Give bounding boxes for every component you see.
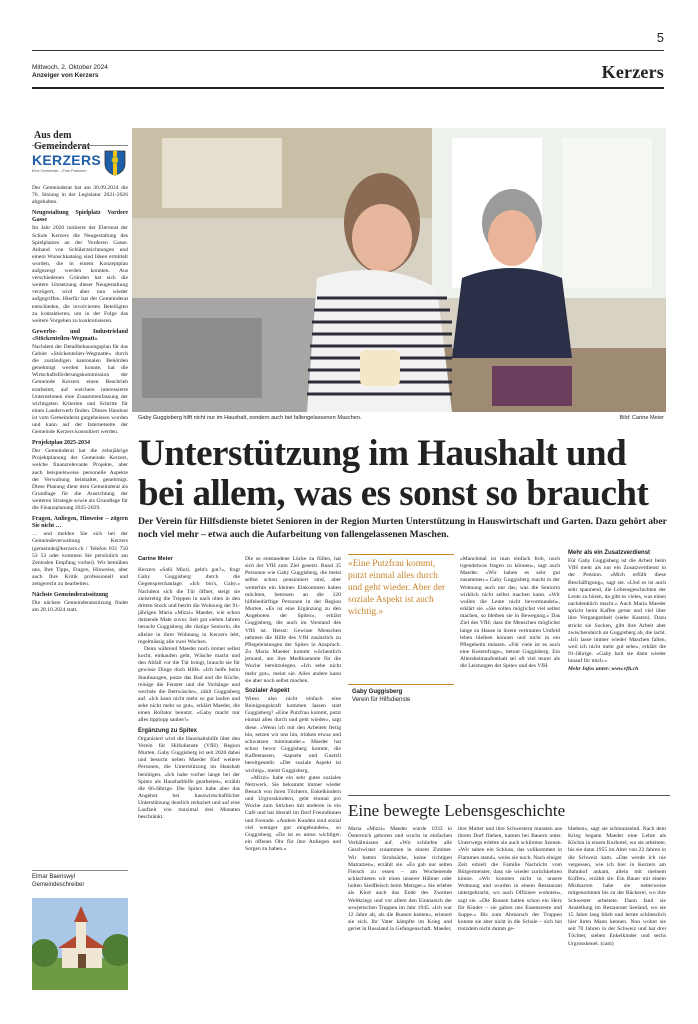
header-rule <box>32 50 664 51</box>
photo-credit: Bild: Carine Meier <box>619 415 664 421</box>
sidebar-heading-4: Fragen, Anliegen, Hinweise – zögern Sie nicht … <box>32 516 128 530</box>
box-col1-text: Maria «Mizzi» Maeder wurde 1933 in Österreich geboren und wuchs in einfachen Verhältnissen auf. «Wir schliefen alle Geschwister zusammen in einem Zimmer. Wir hatten Strohsäcke, keine richtigen Matratzen», erzählt sie. «Es gab nur selten Fleisch zu essen – am Wochenende schlachteten wir eines unserer Hühner oder holten Siedfleisch beim Metzger.» Sie erlebte als Kind auch das Ende des Zweiten Weltkriegs und vor allem den Einmarsch der sowjetischen Truppen im Jahr 1945. «Ich war 12 Jahre alt, als die Russen kamen», erinnert sie sich. Ihr Vater kämpfte im Krieg und geriet in Russland in Gefangenschaft. Maeder, <box>348 826 452 933</box>
article-column-1 <box>138 556 240 822</box>
box-column-2 <box>458 826 562 933</box>
quote-name: Gaby Guggisberg <box>352 689 403 695</box>
sidebar-content <box>32 185 128 616</box>
kerzers-logo: KERZERS Eine Gemeinde – Eine Partnerin <box>32 150 128 182</box>
sidebar-body-2: Nachdem der Detailbebauungsplan für das Gebiet «Stöckenteilen-Wegmatte» durch die zuständigen kantonalen Behörden genehmigt werden konnte, hat die Wirtschaftsförderungskommission der Gemeinde Kerzers einen Beschrieb erarbeitet, auf welchem interessierte Unternehmen eine Zusammenfassung der wichtigsten Kriterien und Schritte für einen Landerwerb finden. Dieses Handout ist vom Gemeinderat gutgeheissen worden und kann auf der Internetseite der Gemeinde Kerzers konsultiert werden. <box>32 343 128 436</box>
box-col3-text: blieben», sagt sie schmunzelnd. Nach dem Krieg begann Maeder eine Lehre als Köchin in einem Kurhotel, wo sie arbeitete, bis sie dann 1955 im Alter von 22 Jahren in die Schweiz kam. «Das werde ich nie vergessen, wie ich hier in Kerzers am Bahnhof ankam, allein mit meinem Koffer», erzählt sie. Ein Bauer mit einem Mistkarren habe sie netterweise mitgenommen bis zu der Bäckerei, wo ihre Schwester arbeitete. Dann fand sie Anstellung im Restaurant Seeland, wo sie 15 Jahre lang blieb und lernte schliesslich hier ihren Mann kennen. Nun wohnt sie seit 70 Jahren in der Schweiz und hat drei Töchter, sieben Enkelkinder und sechs Urgrosskenel. (cam) <box>568 826 666 947</box>
sidebar-title: Aus dem Gemeinderat <box>34 130 91 152</box>
quote-rule-top <box>348 554 454 555</box>
col3-para-1: «Manchmal ist man einfach froh, noch irgendetwas fragen zu können», sagt auch Maeder. «Wir haben es sehr gut zusammen.» Gaby Guggisberg macht in der Wohnung auch nur das, was die Seniorin wirklich nicht selbst machen kann. «Wir wollen die Leute nicht bevormunden», erklärt sie. «Sie sollen möglichst viel selbst machen, so bleiben sie in Bewegung.» Das Ziel des VfH: dass die Menschen möglichst lange zu Hause in ihrem vertrauten Umfeld leben bleiben können und nicht in ein Pflegeheim müssen. «Für viele ist es auch eine Kostenfrage», betont Guggisberg. Ein Altersheimaufenthalt sei oft viel teurer als die Leistungen der Spitex und des VfH. <box>460 556 560 670</box>
col1-para-1: Kerzers «Salü Mizzi, geht's gut?», fragt Gaby Guggisberg durch die Gegensprechanlage. «Ich bin's, Gaby.» Nachdem sich die Tür öffnet, steigt sie zielstrebig die Treppen in nach oben in den dritten Stock und betritt die Wohnung der 91-jährigen Maria «Mizzi» Maeder, wie schon dutzende Male zuvor. Seit gut sieben Jahren besucht Guggisberg die rüstige Seniorin, die alleine in ihrer Wohnung in Kerzers lebt, regelmässig alle zwei Wochen. <box>138 567 240 645</box>
sidebar-heading-3: Projektplan 2025-2034 <box>32 440 91 447</box>
sidebar-heading-1: Neugestaltung Spielplatz Vordere Gasse <box>32 210 128 224</box>
col4-info: Mehr Infos unter: www.vfh.ch <box>568 665 639 672</box>
issue-date <box>32 64 108 80</box>
quote-attribution <box>352 688 410 704</box>
col2-para-2: Wieso also nicht einfach eine Reinigungskraft kommen lassen statt Guggisberg? «Eine Putzfrau kommt, putzt einmal alles durch und geht wieder», sagt diese. «Wenn ich mit den Arbeiten fertig bin, setzen wir uns hin, trinken etwas und schwatzen miteinander.» Maeder hat schon bevor Guggisberg kommt, die Kaffeetassen, -kapseln und Guetzli bereitgestellt. «Der soziale Aspekt ist wichtig», meint Guggisberg. <box>245 695 341 774</box>
col1-subheading: Ergänzung zu Spitex <box>138 727 198 734</box>
photo-caption: Gaby Guggisberg hilft nicht nur im Haushalt, sondern auch bei fallengelassenen Maschen. <box>138 415 362 421</box>
article-author: Carine Meier <box>138 556 173 562</box>
box-col2-text: ihre Mutter und ihre Schwestern mussten aus ihrem Dorf fliehen, kamen bei Bauern unter. Unterwegs erlebte sie auch schlimme Szenen. «Wir sahen ein Schloss, das vollkommen in Flammen stand», weiss sie noch. Nach einiger Zeit erhielt die Familie Nachricht vom Bürgermeister, dass sie wieder zurückkehren könne. «Wir konnten nicht in unsere Wohnung und wurden in einem Restaurant untergebracht, wo auch Offiziere wohnten», sagt sie. «Die Russen hatten schon ein Herz für Kinder – sie gaben uns Essensreste und Suppe.» Bis zum Abmarsch der Truppen konnte sie aber nicht in die Schule – sich bin trotzdem nicht dumm ge- <box>458 826 562 933</box>
box-column-1 <box>348 826 452 933</box>
sidebar-heading-5: Nächste Gemeinderatssitzung <box>32 592 109 599</box>
quote-rule-bottom <box>348 684 454 685</box>
box-rule <box>348 795 670 796</box>
pull-quote: «Eine Putzfrau kommt, putzt einmal alles durch und geht wieder. Aber der soziale Aspekt ist auch wichtig.» <box>348 559 446 617</box>
sidebar-rule <box>32 145 128 146</box>
sidebar-heading-2: Gewerbe- und Industrieland «Stöckenteilen-Wegmatt» <box>32 328 128 342</box>
main-photo <box>132 128 666 412</box>
box-heading: Eine bewegte Lebensgeschichte <box>348 801 566 820</box>
coat-of-arms-icon <box>104 150 126 176</box>
church-photo <box>32 898 128 990</box>
col1-para-2: Denn während Maeder noch immer selbst kocht, einkaufen geht, Wäsche macht und den Abfall vor die Tür bringt, braucht sie für gewisse Dinge doch Hilfe. «Ich helfe beim Staubsaugen, putze das Bad und die Küche, reinige die Fenster und die Vorhänge und wechsle die Bettwäsche», zählt Guggisberg auf. «Ich kann nicht mehr so gut laufen und sehe nicht mehr so gut», erklärt Maeder, die einen Rollator benutzt. «Gaby macht mir alles tipptopp sauber!» <box>138 645 240 724</box>
header-rule-thick <box>32 87 664 89</box>
publication-name: Anzeiger von Kerzers <box>32 72 99 79</box>
col2-para-1: Die so entstandene Lücke zu füllen, hat sich der VfH zum Ziel gesetzt. Rund 35 Personen wie Gaby Guggisberg, die meist selbst schon pensioniert sind, aber weiterhin ein kleines Einkommen haben möchten, betreuen an die 120 hilfebedürftige Personen in der Region Murten. «Es ist eine Ergänzung zu den Angeboten der Spitex», erklärt Guggisberg, die auch im Vorstand des VfH ist. Heisst: Gewisse Menschen nehmen die Hilfe des VfH zusätzlich zu Pflegeleistungen der Spitex in Anspruch. Zu Maria Maeder kommt wöchentlich jemand, um ihre Medikamente für die Woche bereitzulegen. «Ich sehe nicht mehr gut», meint sie. Alles andere kann sie aber noch selbst machen. <box>245 556 341 684</box>
article-column-2 <box>245 556 341 853</box>
col2-para-3: «Mizzi» habe ein sehr gutes soziales Netzwerk. Sie bekommt immer wieder Besuch von ihren Töchtern, Enkelkindern und Urgrosskindern, geht einmal pro Woche zum Stricken mit anderen in ein Café und hat überall im Dorf Freundinnen und Freunde. «Andere Kunden sind sozial viel weniger gut eingebunden», so Guggisberg. «Da ist es umso wichtiger, ein offenes Ohr für ihre Anliegen und Sorgen zu haben.» <box>245 774 341 853</box>
signature-role: Gemeindeschreiber <box>32 882 85 888</box>
sidebar-body-4: … und melden Sie sich bei der Gemeindeverwaltung Kerzers (gemeinde@kerzers.ch / Telefon 031 750 53 53 oder kommen Sie persönlich am Zentralen Empfang vorbei). Wir bemühen uns, Ihre Tipps, Fragen, Hinweise, aber auch Ihre Kritik professionell und zeitgerecht zu bearbeiten. <box>32 531 128 587</box>
col1-para-3: Organisiert wird die Haushaltshilfe über den Verein für Hilfsdienste (VfH) Region Murten. Gaby Guggisberg ist seit 2020 dabei und besucht neben Maeder fünf weitere Personen, die Unterstützung im Haushalt benötigen. «Ich habe vorher lange bei der Spitex als Haushalthilfe gearbeitet», erzählt die 66-Jährige. Die Spitex habe aber das Angebot bei hauswirtschaftlicher Unterstützung deutlich reduziert und auf eine Laufzeit von maximal drei Monaten beschränkt. <box>138 735 240 821</box>
sidebar-body-5: Die nächste Gemeinderatssitzung findet am 28.10.2024 statt. <box>32 600 128 614</box>
box-column-3 <box>568 826 666 948</box>
sidebar-intro: Der Gemeinderat hat am 30.09.2024 die 76. Sitzung in der Legislatur 2021-2026 abgehalten. <box>32 185 128 206</box>
quote-role: Verein für Hilfsdienste <box>352 697 411 703</box>
page-number: 5 <box>656 30 664 45</box>
article-column-3 <box>460 556 560 671</box>
col4-subheading: Mehr als ein Zusatzverdienst <box>568 550 651 556</box>
article-column-4 <box>568 550 666 673</box>
date-text: Mittwoch, 2. Oktober 2024 <box>32 64 108 71</box>
col2-subheading: Sozialer Aspekt <box>245 687 290 694</box>
article-lead: Der Verein für Hilfsdienste bietet Senioren in der Region Murten Unterstützung in Hauswirtschaft und Garten. Dazu gehört aber noch viel mehr – etwa auch die Aufarbeitung von fallengelassenen Maschen. <box>138 516 667 540</box>
article-headline: Unterstützung im Haushalt und bei allem, was es sonst so braucht <box>138 433 649 514</box>
sidebar-body-3: Der Gemeinderat hat die zehnjährige Projektplanung der Gemeinde Kerzers, welche finanzrelevante Projekte, aber auch beispielsweise personelle Aspekte der Verwaltung beinhaltet, genehmigt. Diese Planung dient dem Gemeinderat als Grundlage für die Ausrichtung der weiteren Strategie sowie als Grundlage für die Finanzplanung 2025-2029. <box>32 448 128 512</box>
sidebar-body-1: Im Jahr 2020 initiierte der Elternrat der Schule Kerzers die Neugestaltung des Spielplatzes an der Vorderen Gasse. Anhand von Schülerzeichnungen und einem Wunschkatalog sind Ideen ermittelt worden, die in einem Konzeptplan aufgezeigt werden konnten. Aus verschiedenen Gründen hat sich die weitere Umsetzung dieser Neugestaltung verzögert, wird aber nun wieder aufgegriffen. Hierfür hat der Gemeinderat entschieden, die involvierten Beteiligten zu kontaktieren, um in der Folge das weitere Vorgehen zu konkretisieren. <box>32 225 128 324</box>
sidebar-signature <box>32 870 128 889</box>
col4-para-1: Für Gaby Guggisberg ist die Arbeit beim VfH mehr als nur ein Zusatzverdienst in der Pension. «Mich erfüllt diese Beschäftigung», sagt sie. «Und es ist auch sehr spannend, die Lebensgeschichten der Leute zu hören, da gibt es vieles, was einen nachdenklich macht.» Auch Maria Maeder spricht beim Kaffee gerne und viel über ihre Vergangenheit (siehe Kasten). Dazu strickt sie Socken, gibt ihre Arbeit aber zwischendurch an Guggisberg ab, die lacht. «Ich lasse immer wieder Maschen fallen, weil ich nicht mehr gut sehe», erklärt die 91-Jährige. «Gaby holt sie dann wieder hinauf für mich.» <box>568 558 666 665</box>
signature-name: Elmar Baeriswyl <box>32 874 76 880</box>
section-title: Kerzers <box>601 62 664 82</box>
